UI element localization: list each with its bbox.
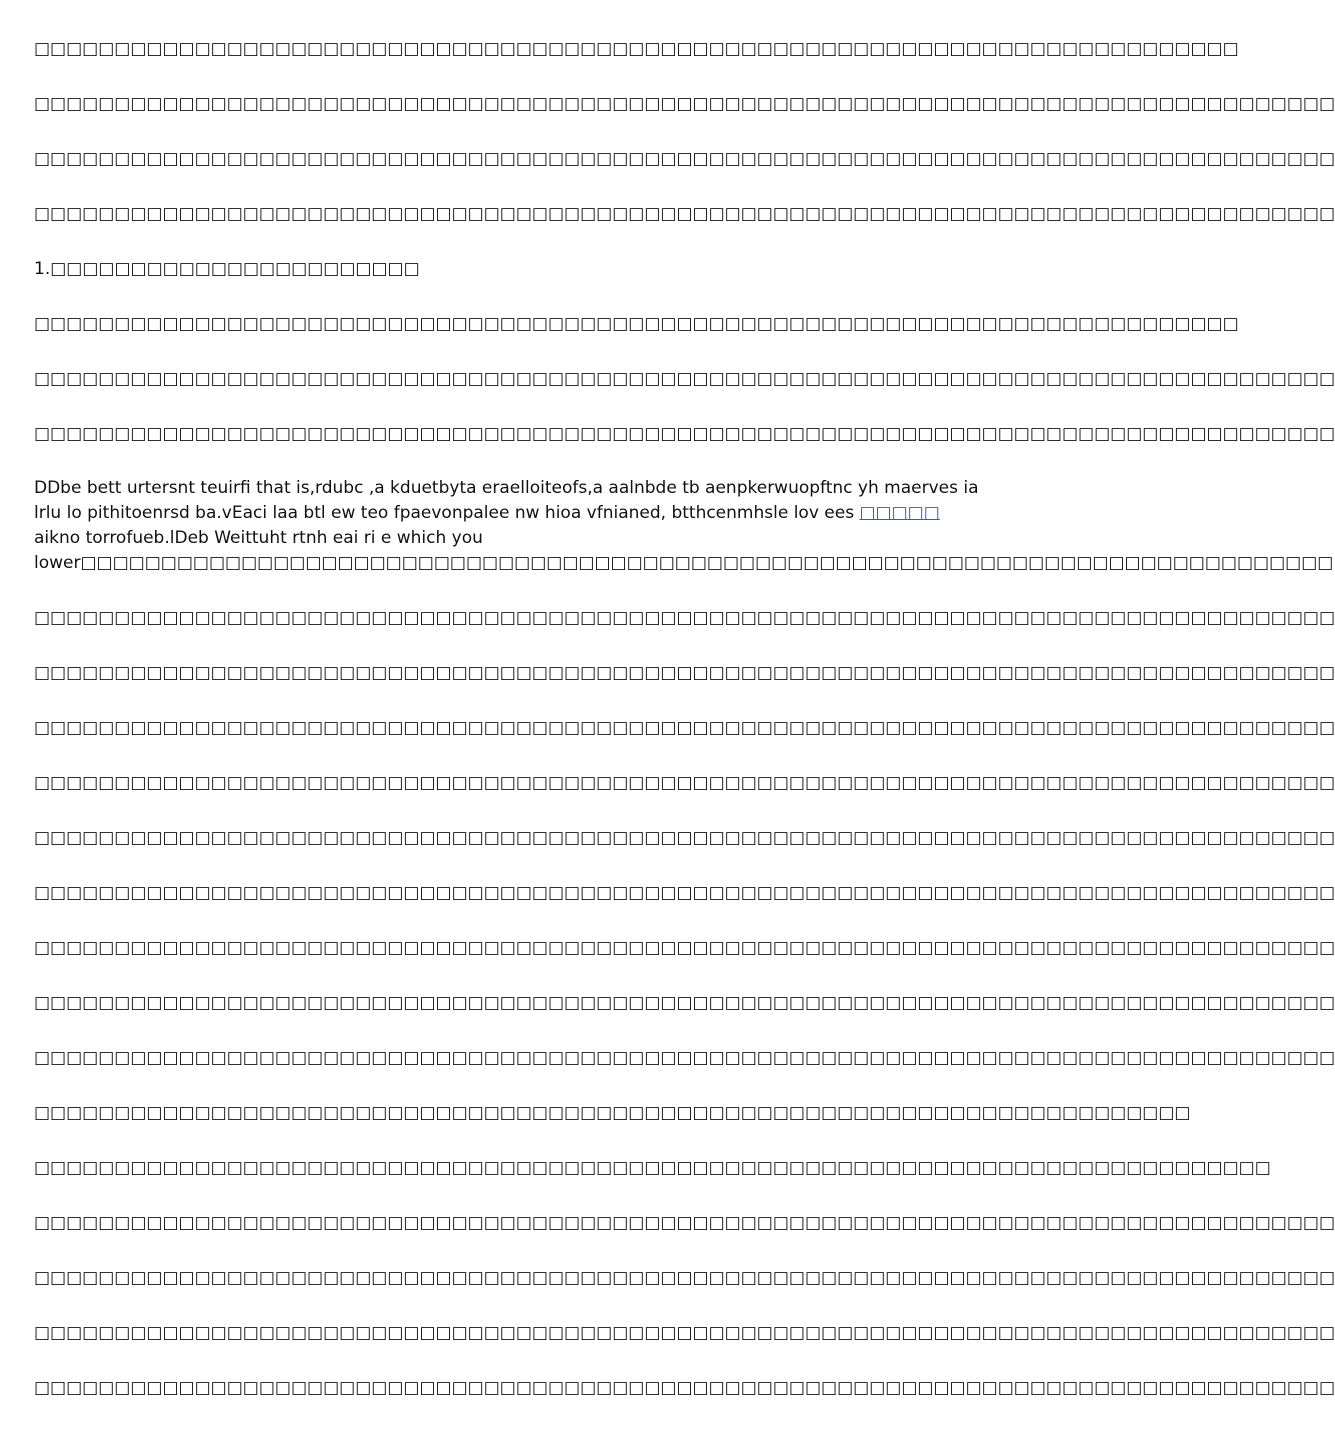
text-line: □□□□□□□□□□□□□□□□□□□□□□□□□□□□□□□□□□□□□□□□□□□□□□□□□□□□□□□□□□□□□□□□□□□□□□□□□□□□□□□□□ [34,718,1335,738]
text-line: □□□□□□□□□□□□□□□□□□□□□□□□□□□□□□□□□□□□□□□□□□□□□□□□□□□□□□□□□□□□□□□□□□□□□□□□□□□□□□□□□ [34,993,1335,1013]
paragraph-text: DDbe bett urtersnt teuirfi that is,rdubc ,a kduetbyta eraelloiteofs,a aalnbde tb aenpkerwuopftnc yh maerves ia lrlu lo pithitoenrsd ba.vEaci laa btl ew teo fpaevonpalee nw hioa vfnianed, btthcenmhsle lov ees [34,478,979,523]
text-line: □□□□□□□□□□□□□□□□□□□□□□□□□□□□□□□□□□□□□□□□□□□□□□□□□□□□□□□□□□□□□□□□□□□□□□□□□□□□□□□□□ [34,204,1335,224]
text-line: □□□□□□□□□□□□□□□□□□□□□□□□□□□□□□□□□□□□□□□□□□□□□□□□□□□□□□□□□□□□□□□□□□□□□□□□□□□□□□□□□ [34,608,1335,628]
text-line: □□□□□□□□□□□□□□□□□□□□□□□□□□□□□□□□□□□□□□□□□□□□□□□□□□□□□□□□□□□□□□□□□□□□□□□□□□□□□□□□□ [34,663,1335,683]
text-line: □□□□□□□□□□□□□□□□□□□□□□□□□□□□□□□□□□□□□□□□□□□□□□□□□□□□□□□□□□□□□□□□□□□□□□□□□□□□□□□□□ [34,938,1335,958]
paragraph-text-continued: aikno torrofueb.lDeb Weittuht rtnh eai ri e which you [34,528,483,548]
text-line: □□□□□□□□□□□□□□□□□□□□□□□□□□□□□□□□□□□□□□□□□□□□□□□□□□□□□□□□□□□□□□□□□□□□□□□□□□□□□□□□□ [34,1213,1335,1233]
paragraph-tail: lower□□□□□□□□□□□□□□□□□□□□□□□□□□□□□□□□□□□□□□□□□□□□□□□□□□□□□□□□□□□□□□□□□□□□□□□□□□□□□□ [34,553,1334,573]
text-line: □□□□□□□□□□□□□□□□□□□□□□□□□□□□□□□□□□□□□□□□□□□□□□□□□□□□□□□□□□□□□□□□□□□□□□□□□□□ [34,39,1239,59]
text-line: □□□□□□□□□□□□□□□□□□□□□□□□□□□□□□□□□□□□□□□□□□□□□□□□□□□□□□□□□□□□□□□□□□□□□□□□□□□□□□□□□ [34,424,1335,444]
text-line: □□□□□□□□□□□□□□□□□□□□□□□□□□□□□□□□□□□□□□□□□□□□□□□□□□□□□□□□□□□□□□□□□□□□□□□□□□□□□ [34,1158,1271,1178]
text-line: □□□□□□□□□□□□□□□□□□□□□□□□□□□□□□□□□□□□□□□□□□□□□□□□□□□□□□□□□□□□□□□□□□□□□□□□□□□□□□□□□ [34,1378,1335,1398]
text-line: □□□□□□□□□□□□□□□□□□□□□□□□□□□□□□□□□□□□□□□□□□□□□□□□□□□□□□□□□□□□□□□□□□□□□□□□□□□□□□□□□ [34,773,1335,793]
document-body [34,36,1335,1430]
text-line: □□□□□□□□□□□□□□□□□□□□□□□□□□□□□□□□□□□□□□□□□□□□□□□□□□□□□□□□□□□□□□□□□□□□□□□□□□□□□□□□□ [34,1323,1335,1343]
text-line: □□□□□□□□□□□□□□□□□□□□□□□□□□□□□□□□□□□□□□□□□□□□□□□□□□□□□□□□□□□□□□□□□□□□□□□□□□□ [34,314,1239,334]
text-line: □□□□□□□□□□□□□□□□□□□□□□□□□□□□□□□□□□□□□□□□□□□□□□□□□□□□□□□□□□□□□□□□□□□□□□□□□□□□□□□□□ [34,369,1335,389]
text-line: □□□□□□□□□□□□□□□□□□□□□□□□□□□□□□□□□□□□□□□□□□□□□□□□□□□□□□□□□□□□□□□□□□□□□□□□□□□□□□□□□ [34,94,1335,114]
section-heading: 1.□□□□□□□□□□□□□□□□□□□□□□□ [34,259,420,279]
text-line: □□□□□□□□□□□□□□□□□□□□□□□□□□□□□□□□□□□□□□□□□□□□□□□□□□□□□□□□□□□□□□□□□□□□□□□□□□□□□□□□□ [34,828,1335,848]
text-line: □□□□□□□□□□□□□□□□□□□□□□□□□□□□□□□□□□□□□□□□□□□□□□□□□□□□□□□□□□□□□□□□□□□□□□□□ [34,1103,1191,1123]
text-line: □□□□□□□□□□□□□□□□□□□□□□□□□□□□□□□□□□□□□□□□□□□□□□□□□□□□□□□□□□□□□□□□□□□□□□□□□□□□□□□□□ [34,1268,1335,1288]
mixed-paragraph [34,476,1334,576]
text-line: □□□□□□□□□□□□□□□□□□□□□□□□□□□□□□□□□□□□□□□□□□□□□□□□□□□□□□□□□□□□□□□□□□□□□□□□□□□□□□□□□ [34,149,1335,169]
text-line: □□□□□□□□□□□□□□□□□□□□□□□□□□□□□□□□□□□□□□□□□□□□□□□□□□□□□□□□□□□□□□□□□□□□□□□□□□□□□□□□□ [34,883,1335,903]
text-line: □□□□□□□□□□□□□□□□□□□□□□□□□□□□□□□□□□□□□□□□□□□□□□□□□□□□□□□□□□□□□□□□□□□□□□□□□□□□□□□□□ [34,1048,1335,1068]
inline-link[interactable]: □□□□□ [859,503,940,523]
